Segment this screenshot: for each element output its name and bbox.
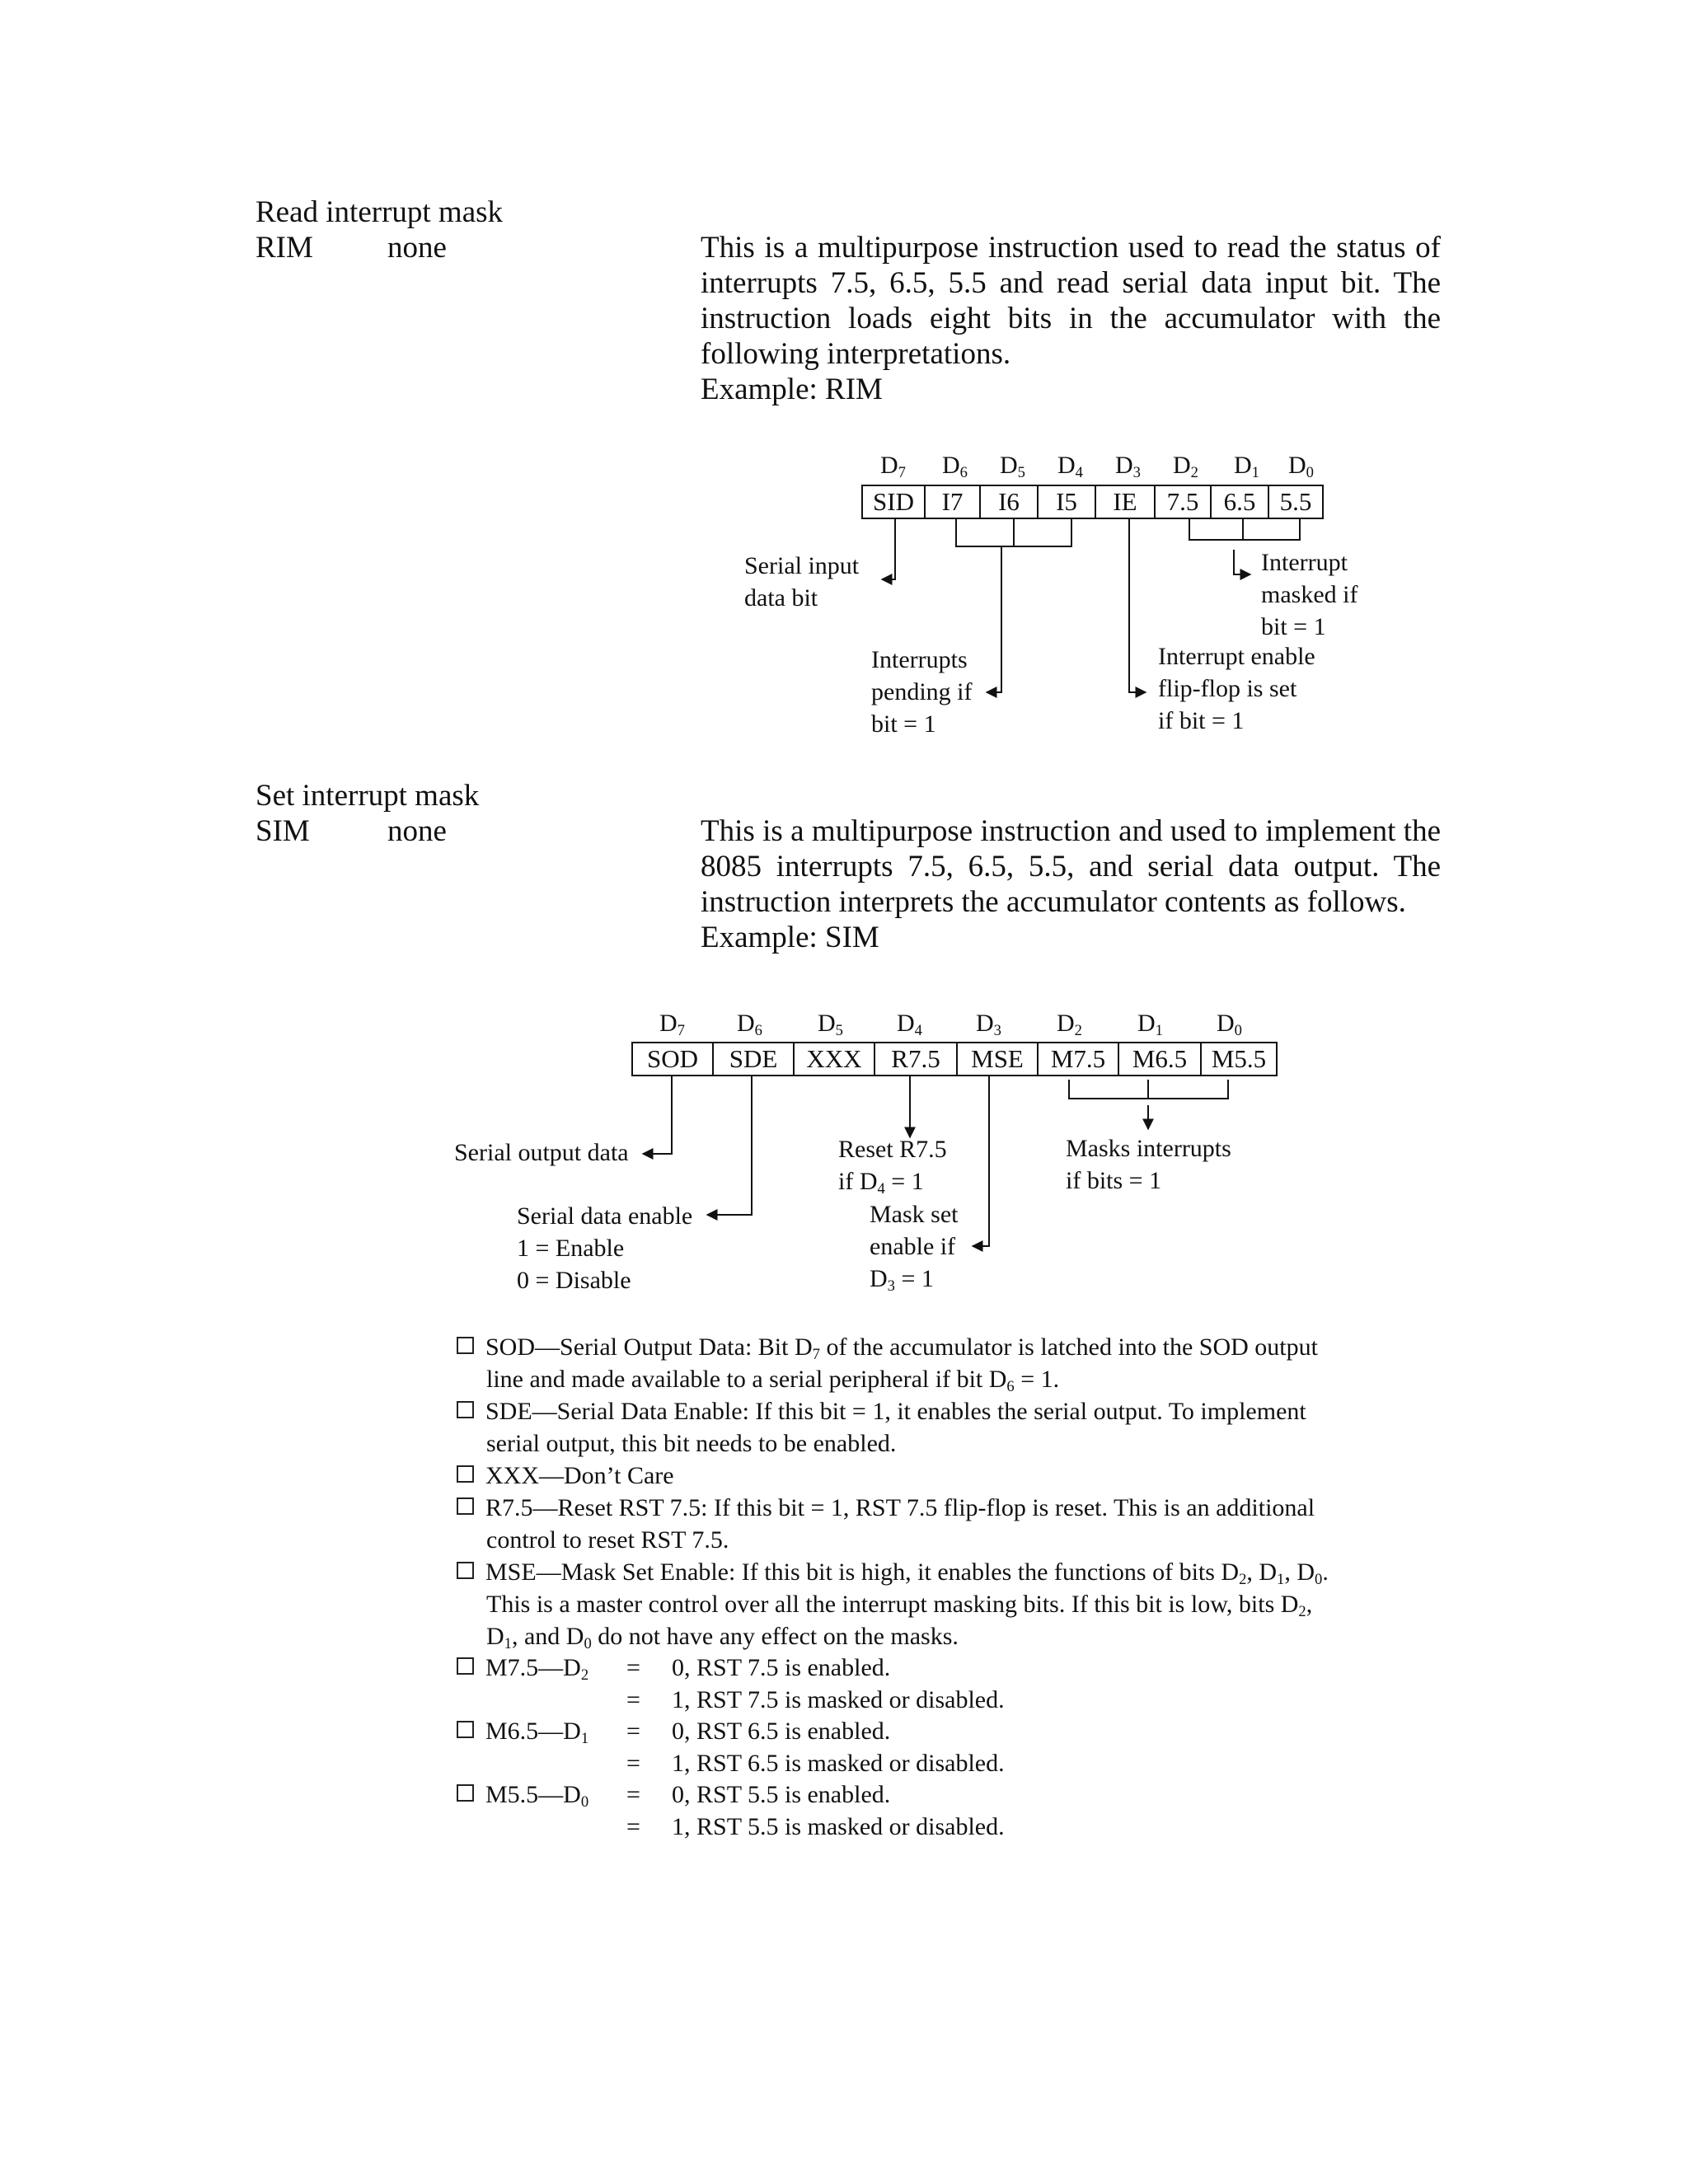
sim-field-sde: SDE [713, 1043, 794, 1076]
rim-desc-line: This is a multipurpose instruction used to read the status of [701, 231, 1441, 265]
bullet-m75: $M7.5—D_2$ [457, 1652, 588, 1684]
sim-field-m75: M7.5 [1038, 1043, 1118, 1076]
rim-bit-label: $D_7$ [880, 452, 906, 481]
rim-field-75: 7.5 [1155, 485, 1211, 518]
sim-field-xxx: XXX [794, 1043, 874, 1076]
rim-bit-label: $D_4$ [1057, 452, 1083, 481]
rim-bit-label: $D_3$ [1115, 452, 1141, 481]
rim-field-ie: IE [1095, 485, 1155, 518]
bullet-sod: SOD—Serial Output Data: Bit $D_7$ of the accumulator is latched into the SOD output line and made available to a serial peripheral if bit $D_6 = 1$. [457, 1331, 1318, 1395]
rim-interrupt-masked-label: Interrupt masked if bit = 1 [1261, 549, 1358, 640]
rim-mask-bracket [1189, 519, 1300, 574]
sim-field-m55: M5.5 [1201, 1043, 1277, 1076]
sim-desc-line: This is a multipurpose instruction and used to implement the [701, 814, 1441, 848]
rim-desc-line: instruction loads eight bits in the accumulator with the [701, 302, 1441, 335]
m75-values: 0, RST 7.5 is enabled. 1, RST 7.5 is masked or disabled. [672, 1654, 1005, 1713]
rim-desc-line: following interpretations. [701, 337, 1011, 371]
checkbox-icon [457, 1562, 474, 1579]
sim-title: Set interrupt mask [256, 779, 480, 813]
rim-operand: none [387, 231, 447, 265]
sim-serial-enable-label: Serial data enable 1 = Enable 0 = Disable [517, 1202, 693, 1294]
rim-sid-arrow [882, 519, 895, 579]
sim-bit-label: $D_6$ [737, 1010, 762, 1039]
sim-bit-label: $D_2$ [1057, 1010, 1082, 1039]
rim-bit-label: $D_1$ [1234, 452, 1259, 481]
sim-operand: none [387, 814, 447, 848]
m75-equals: = = [626, 1654, 640, 1713]
sim-sde-arrow [707, 1076, 752, 1215]
checkbox-icon [457, 1784, 474, 1802]
rim-interrupt-enable-label: Interrupt enable flip-flop is set if bit = 1 [1158, 643, 1315, 734]
rim-field-sid: SID [862, 485, 925, 518]
sim-desc-line: 8085 interrupts 7.5, 6.5, 5.5, and serial data output. The [701, 850, 1441, 883]
rim-serial-input-label: Serial input data bit [744, 552, 860, 612]
rim-title: Read interrupt mask [256, 195, 504, 229]
sim-bit-label: $D_7$ [659, 1010, 685, 1039]
m65-values: 0, RST 6.5 is enabled. 1, RST 6.5 is masked or disabled. [672, 1718, 1005, 1777]
checkbox-icon [457, 1337, 474, 1354]
bullet-sde: SDE—Serial Data Enable: If this bit = 1, it enables the serial output. To implement serial output, this bit needs to be enabled. [457, 1395, 1306, 1460]
sim-serial-output-label: Serial output data [454, 1139, 629, 1166]
checkbox-icon [457, 1657, 474, 1675]
checkbox-icon [457, 1465, 474, 1483]
rim-mnemonic: RIM [256, 231, 313, 265]
rim-desc-line: interrupts 7.5, 6.5, 5.5 and read serial data input bit. The [701, 266, 1441, 300]
m65-equals: = = [626, 1718, 640, 1777]
sim-field-sod: SOD [632, 1043, 713, 1076]
rim-bit-label: $D_0$ [1288, 452, 1314, 481]
checkbox-icon [457, 1401, 474, 1418]
sim-desc-line: instruction interprets the accumulator contents as follows. [701, 885, 1406, 919]
rim-example: Example: RIM [701, 373, 883, 406]
sim-bit-label: $D_5$ [818, 1010, 843, 1039]
m55-equals: = = [626, 1781, 640, 1840]
sim-field-r75: R7.5 [874, 1043, 957, 1076]
rim-field-55: 5.5 [1268, 485, 1323, 518]
checkbox-icon [457, 1497, 474, 1515]
rim-field-i6: I6 [980, 485, 1038, 518]
sim-bit-label: $D_3$ [976, 1010, 1001, 1039]
rim-field-i7: I7 [925, 485, 980, 518]
checkbox-icon [457, 1721, 474, 1738]
rim-ie-arrow [1129, 519, 1146, 692]
rim-pending-bracket [956, 519, 1071, 692]
sim-bit-label: $D_0$ [1217, 1010, 1242, 1039]
rim-field-i5: I5 [1038, 485, 1095, 518]
sim-bit-label: $D_4$ [897, 1010, 922, 1039]
sim-mse-arrow [973, 1076, 989, 1246]
sim-sod-arrow [643, 1076, 672, 1154]
rim-field-65: 6.5 [1211, 485, 1268, 518]
sim-field-mse: MSE [957, 1043, 1038, 1076]
bullet-m55: $M5.5—D_0$ [457, 1779, 588, 1811]
sim-bit-label: $D_1$ [1137, 1010, 1163, 1039]
sim-mask-set-label: Mask set enable if $D_3 = 1$ [870, 1201, 959, 1295]
sim-field-m65: M6.5 [1118, 1043, 1201, 1076]
rim-interrupts-pending-label: Interrupts pending if bit = 1 [871, 646, 973, 738]
sim-reset-label: Reset R7.5 if $D_4 = 1$ [838, 1136, 947, 1197]
rim-bit-label: $D_5$ [1000, 452, 1025, 481]
sim-masks-interrupts-label: Masks interrupts if bits = 1 [1066, 1135, 1231, 1194]
rim-bit-label: $D_2$ [1173, 452, 1198, 481]
bullet-m65: $M6.5—D_1$ [457, 1715, 588, 1747]
bullet-r75: R7.5—Reset RST 7.5: If this bit = 1, RST 7.5 flip-flop is reset. This is an additional control to reset RST 7.5. [457, 1492, 1315, 1556]
m55-values: 0, RST 5.5 is enabled. 1, RST 5.5 is masked or disabled. [672, 1781, 1005, 1840]
bullet-xxx: XXX—Don’t Care [457, 1460, 674, 1492]
sim-mnemonic: SIM [256, 814, 310, 848]
bullet-mse: MSE—Mask Set Enable: If this bit is high, it enables the functions of bits $D_2$, $D_1$, $D_0$. This is a master control over all the interrupt masking bits. If this bit is low, bits $D_2$, $D_1$, and $D_0$ do not have any effect on the masks. [457, 1556, 1329, 1652]
rim-bit-label: $D_6$ [942, 452, 968, 481]
sim-example: Example: SIM [701, 921, 879, 954]
sim-mask-bracket [1069, 1080, 1228, 1129]
